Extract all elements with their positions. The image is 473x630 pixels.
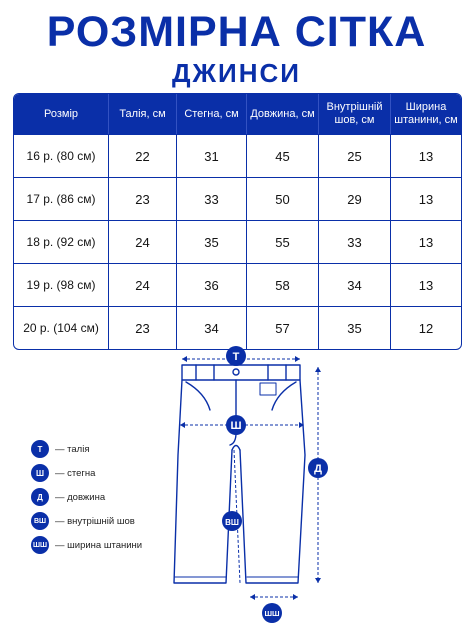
table-cell: 34: [177, 306, 247, 349]
jeans-waistband: [182, 365, 300, 380]
waist-marker: [226, 346, 246, 366]
table-cell-size: 19 р. (98 см): [14, 263, 109, 306]
column-header-hips: Стегна, см: [177, 94, 247, 134]
table-cell-size: 18 р. (92 см): [14, 220, 109, 263]
table-cell: 45: [247, 134, 319, 177]
legend-item-hips: [31, 461, 142, 485]
legend-badge: Д: [31, 488, 49, 506]
table-cell: 57: [247, 306, 319, 349]
table-cell: 13: [391, 134, 461, 177]
legend-label: — ширина штанини: [55, 539, 143, 551]
table-cell: 25: [319, 134, 391, 177]
table-cell: 24: [109, 220, 177, 263]
table-row: [14, 177, 461, 220]
table-cell: 33: [177, 177, 247, 220]
table-cell: 13: [391, 220, 461, 263]
svg-text:ШШ: ШШ: [264, 609, 280, 618]
table-cell: 24: [109, 263, 177, 306]
column-header-inseam: Внутрішній шов, см: [319, 94, 391, 134]
legend-badge: ШШ: [31, 536, 49, 554]
table-cell: 13: [391, 177, 461, 220]
length-marker: [308, 458, 328, 478]
jeans-left-leg: [174, 380, 232, 583]
table-cell: 33: [319, 220, 391, 263]
svg-text:Д: Д: [314, 463, 322, 475]
table-cell: 13: [391, 263, 461, 306]
legend-label: — внутрішній шов: [55, 515, 135, 527]
legend-badge: ВШ: [31, 512, 49, 530]
leg-width-marker: [262, 603, 282, 623]
legend-badge: Ш: [31, 464, 49, 482]
column-header-size: Розмір: [14, 94, 109, 134]
page-title: РОЗМІРНА СІТКА: [46, 8, 427, 56]
table-cell: 12: [391, 306, 461, 349]
table-cell: 50: [247, 177, 319, 220]
table-cell: 35: [319, 306, 391, 349]
table-cell-size: 16 р. (80 см): [14, 134, 109, 177]
table-row: [14, 306, 461, 349]
legend-badge: Т: [31, 440, 49, 458]
legend-item-leg-width: [31, 533, 142, 557]
legend-item-waist: [31, 437, 142, 461]
table-cell-size: 20 р. (104 см): [14, 306, 109, 349]
column-header-length: Довжина, см: [247, 94, 319, 134]
table-row: [14, 220, 461, 263]
column-header-waist: Талія, см: [109, 94, 177, 134]
table-cell: 23: [109, 306, 177, 349]
table-cell: 29: [319, 177, 391, 220]
table-cell: 31: [177, 134, 247, 177]
table-cell: 35: [177, 220, 247, 263]
column-header-leg-width: Ширина штанини, см: [391, 94, 461, 134]
page-subtitle: ДЖИНСИ: [172, 58, 301, 88]
legend-item-inseam: [31, 509, 142, 533]
jeans-button: [233, 369, 239, 375]
table-row: [14, 263, 461, 306]
table-cell: 23: [109, 177, 177, 220]
size-table: [13, 93, 462, 350]
inseam-marker: [222, 511, 242, 531]
svg-text:Ш: Ш: [230, 420, 242, 432]
table-row: [14, 134, 461, 177]
legend-label: — талія: [55, 443, 90, 455]
svg-text:ВШ: ВШ: [225, 518, 239, 527]
svg-text:Т: Т: [232, 351, 240, 363]
legend-item-length: [31, 485, 142, 509]
table-cell: 58: [247, 263, 319, 306]
table-cell: 55: [247, 220, 319, 263]
measurement-legend: [31, 437, 142, 557]
legend-label: — довжина: [55, 491, 106, 503]
table-cell: 22: [109, 134, 177, 177]
legend-label: — стегна: [55, 467, 96, 479]
table-cell: 36: [177, 263, 247, 306]
table-cell-size: 17 р. (86 см): [14, 177, 109, 220]
hips-marker: [226, 415, 246, 435]
size-table-header: [14, 94, 461, 134]
table-cell: 34: [319, 263, 391, 306]
